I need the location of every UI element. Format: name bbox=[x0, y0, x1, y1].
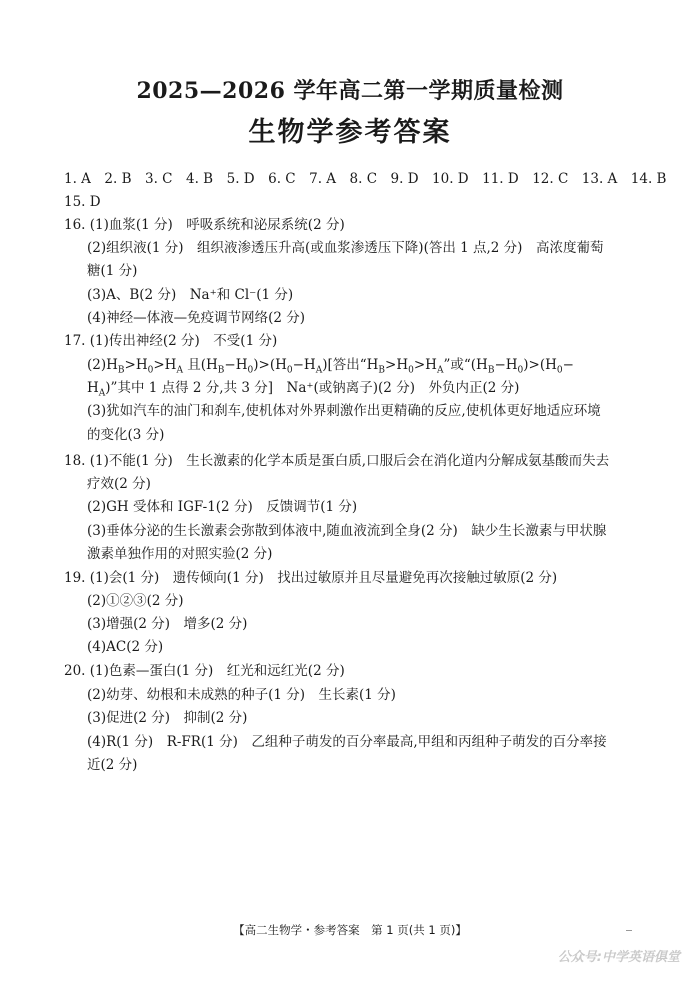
answer-line: (3)垂体分泌的生长激素会弥散到体液中,随血液流到全身(2 分) 缺少生长激素与甲状腺 bbox=[87, 523, 607, 539]
answer-line: 近(2 分) bbox=[87, 757, 138, 773]
answer-line: 疗效(2 分) bbox=[87, 476, 151, 492]
answer-line: 18. (1)不能(1 分) 生长激素的化学本质是蛋白质,口服后会在消化道内分解成氨基酸而失去 bbox=[64, 453, 610, 469]
watermark: 公众号:中学英语俱堂 bbox=[557, 950, 680, 965]
answer-line: 16. (1)血浆(1 分) 呼吸系统和泌尿系统(2 分) bbox=[64, 217, 345, 233]
answer-line: (2)幼芽、幼根和未成熟的种子(1 分) 生长素(1 分) bbox=[87, 687, 396, 703]
answer-line: 15. D bbox=[64, 194, 101, 210]
page-title: 2025—2026 学年高二第一学期质量检测 bbox=[136, 78, 564, 104]
answer-line: (4)AC(2 分) bbox=[87, 639, 164, 655]
answer-line: (2)GH 受体和 IGF-1(2 分) 反馈调节(1 分) bbox=[87, 499, 358, 515]
answer-line: (2)组织液(1 分) 组织液渗透压升高(或血浆渗透压下降)(答出 1 点,2 分) 高浓度葡萄 bbox=[87, 240, 604, 256]
page-footer: 【高二生物学・参考答案 第 1 页(共 1 页)】 bbox=[233, 923, 467, 937]
answer-line: 17. (1)传出神经(2 分) 不受(1 分) bbox=[64, 333, 278, 349]
answer-line: (3)A、B(2 分) Na⁺和 Cl⁻(1 分) bbox=[87, 287, 294, 303]
answer-line: 糖(1 分) bbox=[87, 263, 138, 279]
answer-line: (3)促进(2 分) 抑制(2 分) bbox=[87, 710, 248, 726]
corner-mark bbox=[626, 930, 632, 931]
answer-line: $H_A$)”其中 1 点得 2 分,共 3 分] Na⁺(或钠离子)(2 分) 外负内正(2 分) bbox=[87, 380, 520, 399]
answer-line: 19. (1)会(1 分) 遗传倾向(1 分) 找出过敏原并且尽量避免再次接触过敏原(2 分) bbox=[64, 570, 558, 586]
answer-line: 激素单独作用的对照实验(2 分) bbox=[87, 546, 273, 562]
answer-line: 1. A 2. B 3. C 4. B 5. D 6. C 7. A 8. C 9. D 10. D 11. D 12. C 13. A 14. B bbox=[64, 171, 667, 187]
answer-line: (2)①②③(2 分) bbox=[87, 593, 184, 609]
answer-line: (4)神经—体液—免疫调节网络(2 分) bbox=[87, 310, 306, 326]
page-subtitle: 生物学参考答案 bbox=[248, 117, 452, 148]
answer-line: (3)犹如汽车的油门和刹车,使机体对外界刺激作出更精确的反应,使机体更好地适应环境 bbox=[87, 403, 601, 419]
answer-line: 20. (1)色素—蛋白(1 分) 红光和远红光(2 分) bbox=[64, 663, 345, 679]
answer-line: (3)增强(2 分) 增多(2 分) bbox=[87, 616, 248, 632]
answer-line: 的变化(3 分) bbox=[87, 427, 165, 443]
answer-line: $(2)H_B>H_0>H_A$ 且$(H_B-H_0)>(H_0-H_A)$[答出“$H_B>H_0>H_A$”或“$(H_B-H_0)>(H_0-$ bbox=[87, 357, 574, 376]
answer-line: (4)R(1 分) R-FR(1 分) 乙组种子萌发的百分率最高,甲组和丙组种子萌发的百分率接 bbox=[87, 734, 607, 750]
